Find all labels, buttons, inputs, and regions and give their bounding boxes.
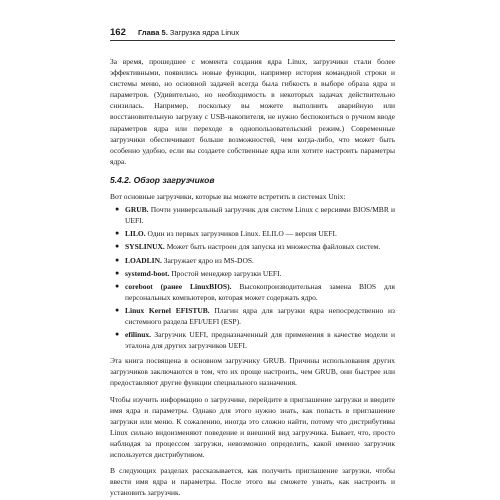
page-number: 162 [110, 27, 126, 38]
list-item [110, 281, 395, 303]
loader-description: Плагин ядра для загрузки ядра непосредственно из системного раздела EFI/UEFI (ESP). [125, 305, 395, 326]
bullet-icon: ● [115, 330, 120, 339]
list-item [110, 268, 395, 279]
loader-name: GRUB. [125, 205, 149, 215]
loader-name: LILO. [125, 229, 146, 239]
loader-name: coreboot (ранее LinuxBIOS). [125, 281, 232, 291]
bullet-icon: ● [115, 242, 120, 251]
bullet-icon: ● [115, 255, 120, 264]
header-rule [110, 40, 395, 41]
loader-name: systemd-boot. [125, 268, 170, 278]
bullet-icon: ● [115, 229, 120, 238]
bullet-icon: ● [115, 268, 120, 277]
loader-description: Высокопроизводительная замена BIOS для персональных компьютеров, которая может содержать ядро. [125, 281, 395, 302]
next-sections-paragraph: В следующих разделах рассказывается, как получить приглашение загрузки, чтобы ввести имя ядра и параметры. После этого вы сможете узнать, как настроить и установить загрузчик. [110, 466, 395, 498]
loader-name: efilinux. [125, 330, 152, 340]
list-item [110, 329, 395, 351]
loader-description: Один из первых загрузчиков Linux. ELILO — версия UEFI. [147, 229, 337, 239]
loader-description: Загрузчик UEFI, предназначенный для применения в качестве модели и эталона для других загрузчиков UEFI. [125, 330, 396, 351]
chapter-title: Загрузка ядра Linux [169, 28, 240, 37]
loader-name: LOADLIN. [125, 255, 162, 265]
loader-name: SYSLINUX. [125, 242, 165, 252]
bullet-icon: ● [115, 305, 120, 314]
list-item [110, 255, 395, 266]
bootloader-list [110, 204, 395, 351]
section-heading: 5.4.2. Обзор загрузчиков [110, 174, 215, 185]
list-intro: Вот основные загрузчики, которые вы можете встретить в системах Unix: [110, 192, 346, 202]
bullet-icon: ● [115, 205, 120, 214]
list-item [110, 241, 395, 252]
running-header [110, 28, 395, 38]
loader-description: Загружает ядро из MS-DOS. [163, 255, 254, 265]
chapter-label: Глава 5. [137, 28, 168, 37]
loader-description: Простой менеджер загрузки UEFI. [171, 268, 282, 278]
intro-paragraph: За время, прошедшее с момента создания ядра Linux, загрузчики стали более эффективными, появились новые функции, например история командной строки и системы меню, но основной задачей всегда была гибкость в выборе образа ядра и параметров. (Удивительно, но необходимость в некоторых задачах действительно снизилась. Например, поскольку вы можете выполнить аварийную или восстановительную загрузку с USB-накопителя, не нужно беспокоиться о ручном вводе параметров ядра или переходе в однопользовательский режим.) Современные загрузчики обеспечивают больше возможностей, чем когда-либо, что может быть особенно удобно, если вы создаете собственные ядра или хотите настроить параметры ядра. [110, 57, 395, 166]
list-item [110, 305, 395, 327]
list-item [110, 204, 395, 226]
loader-name: Linux Kernel EFISTUB. [125, 305, 210, 315]
loader-description: Может быть настроен для запуска из множества файловых систем. [166, 242, 381, 252]
bullet-icon: ● [115, 281, 120, 290]
grub-paragraph: Эта книга посвящена в основном загрузчику GRUB. Причины использования других загрузчиков заключаются в том, что их проще настроить, чем GRUB, они быстрее или предоставляют другие функции специального назначения. [110, 356, 395, 388]
boot-prompt-paragraph: Чтобы изучить информацию о загрузчике, перейдите в приглашение загрузки и введите имя ядра и параметры. Однако для этого нужно знать, как попасть в приглашение загрузки или меню. К сожалению, иногда это сложно найти, потому что дистрибутивы Linux сильно видоизменяют поведение и внешний вид загрузчика. Бывает, что, просто наблюдая за процессом загрузки, невозможно определить, какой именно загрузчик используется дистрибутивом. [110, 394, 395, 459]
body-text [110, 56, 395, 498]
loader-description: Почти универсальный загрузчик для систем Linux с версиями BIOS/MBR и UEFI. [125, 205, 396, 226]
list-item [110, 228, 395, 239]
